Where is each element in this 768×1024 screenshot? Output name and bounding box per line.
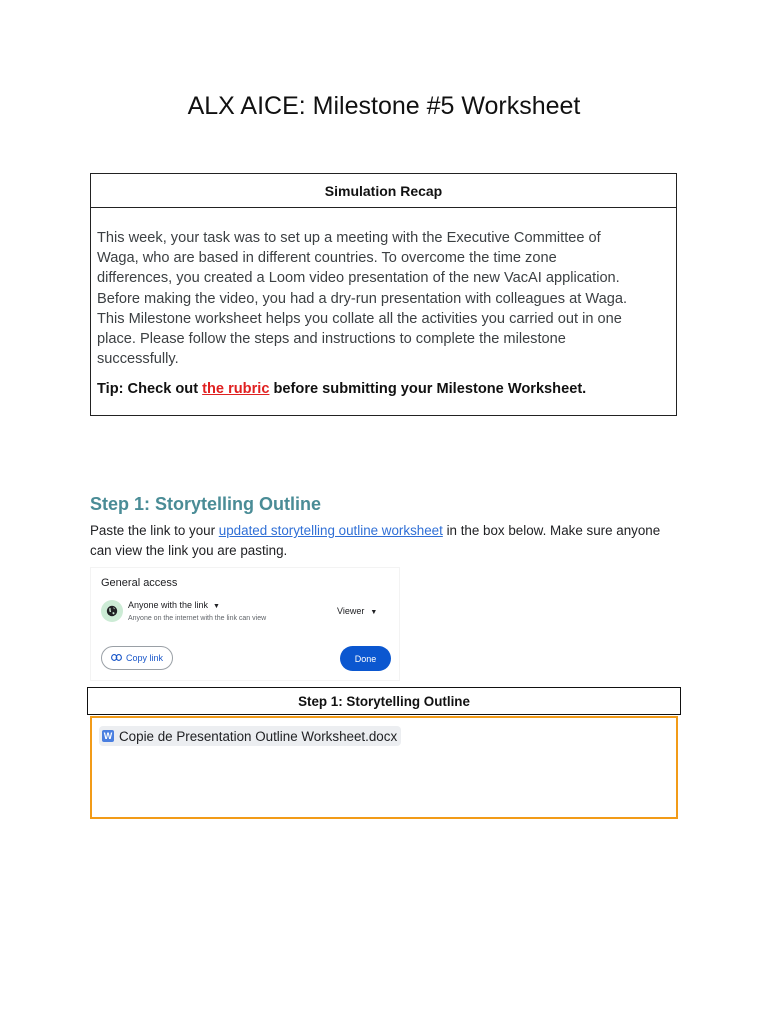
globe-icon (101, 600, 123, 622)
role-dropdown[interactable] (337, 606, 377, 616)
recap-line: place. Please follow the steps and instructions to complete the milestone (97, 331, 566, 348)
done-button[interactable]: Done (340, 646, 391, 671)
access-option-dropdown[interactable] (128, 600, 220, 610)
copy-link-button[interactable] (101, 646, 173, 670)
rubric-link[interactable]: the rubric (202, 381, 270, 398)
share-dialog-screenshot (91, 568, 399, 680)
step1-heading: Step 1: Storytelling Outline (90, 494, 322, 514)
recap-line: successfully. (97, 351, 179, 368)
simulation-recap-header: Simulation Recap (91, 174, 676, 208)
recap-line: Waga, who are based in different countries. To overcome the time zone (97, 250, 557, 267)
caret-down-icon: ▼ (213, 603, 220, 610)
storytelling-outline-link[interactable]: updated storytelling outline worksheet (218, 523, 443, 538)
attachment-chip[interactable] (99, 726, 401, 746)
tip-suffix: before submitting your Milestone Worksheet. (269, 381, 587, 398)
general-access-title: General access (101, 577, 178, 589)
recap-line: This Milestone worksheet helps you collate all the activities you carried out in one (97, 310, 622, 327)
simulation-recap-table (90, 173, 677, 416)
word-doc-icon: W (103, 731, 113, 741)
step1-desc-suffix: in the box below. Make sure anyone can view the link you are pasting. (90, 523, 661, 558)
step1-desc-prefix: Paste the link to your (90, 523, 219, 538)
simulation-recap-text (97, 228, 670, 369)
step1-answer-box[interactable] (90, 716, 678, 819)
recap-line: differences, you created a Loom video presentation of the new VacAI application. (97, 270, 620, 287)
page-title: ALX AICE: Milestone #5 Worksheet (187, 92, 581, 120)
access-option-label: Anyone with the link (128, 600, 209, 610)
simulation-recap-body (91, 208, 676, 415)
link-icon (111, 653, 122, 663)
caret-down-icon: ▼ (370, 609, 378, 616)
copy-link-label: Copy link (125, 653, 163, 663)
step1-description (90, 521, 680, 561)
access-description: Anyone on the internet with the link can view (128, 615, 267, 622)
attachment-name: Copie de Presentation Outline Worksheet.docx (119, 728, 398, 744)
recap-line: Before making the video, you had a dry-run presentation with colleagues at Waga. (97, 290, 628, 307)
recap-tip (97, 379, 670, 399)
role-label: Viewer (337, 606, 365, 616)
recap-line: This week, your task was to set up a meeting with the Executive Committee of (97, 230, 601, 246)
step1-table-header: Step 1: Storytelling Outline (87, 687, 681, 715)
tip-prefix: Tip: Check out (97, 381, 203, 398)
